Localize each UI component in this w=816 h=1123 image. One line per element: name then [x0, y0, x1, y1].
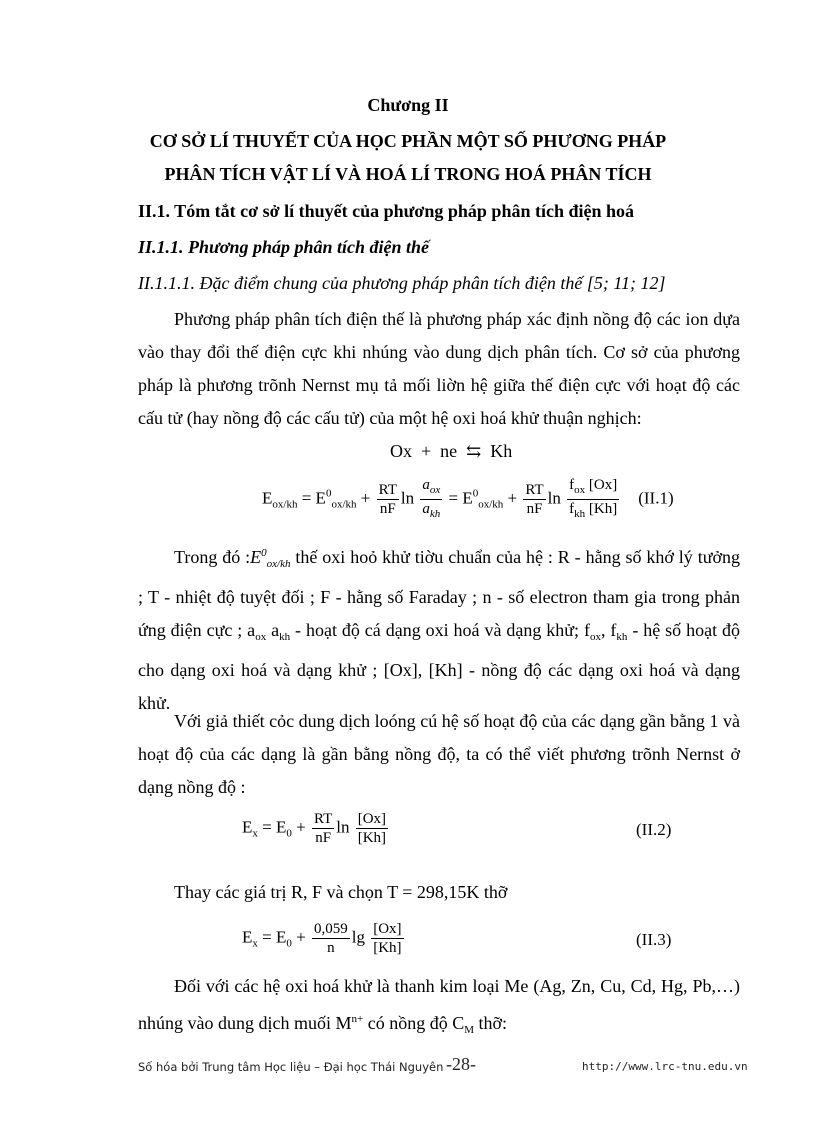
equilibrium-arrow-icon: ⇆ — [466, 441, 482, 461]
paragraph-metal-electrode: Đối với các hệ oxi hoá khử là thanh kim loại Me (Ag, Zn, Cu, Cd, Hg, Pb,…) nhúng vào dung dịch muối $M^{n+}$ có nồng độ $C_M$ thỡ: — [138, 976, 740, 1036]
inline-standard-potential: $E^0_{ox/kh}$ — [250, 547, 291, 570]
chapter-title-line-2: PHÂN TÍCH VẬT LÍ VÀ HOÁ LÍ TRONG HOÁ PHÂN TÍCH — [164, 164, 652, 184]
section-heading-ii-1: II.1. Tóm tắt cơ sở lí thuyết của phương pháp phân tích điện hoá — [138, 201, 634, 221]
paragraph-symbols: Trong đó $:E^0_{ox/kh}$ thế oxi hoỏ khử tiờu chuẩn của hệ : R - hằng số khớ lý tưởng ; T - nhiệt độ tuyệt đối ; F - hằng số Faraday ; n - số electron tham gia trong phản ứng điện cực ; $a_{ox}$ $a_{kh}$ - hoạt độ cá dạng oxi hoá và dạng khử; $f_{ox}$, $f_{kh}$ - hệ số hoạt độ cho dạng oxi hoá và dạng khử ; [Ox], [Kh] - nồng độ các dạng oxi hoá và dạng khử. — [138, 547, 740, 713]
fraction-rt-nf: $\frac{RT}{nF}$ — [378, 482, 397, 517]
reaction-ox: Ox — [390, 441, 412, 461]
section-heading-ii-1-1: II.1.1. Phương pháp phân tích điện thế — [138, 237, 430, 257]
equation-label-ii-2: (II.2) — [636, 820, 672, 839]
redox-reaction — [390, 441, 512, 462]
equation-ii-3: $E_x = E_0$ + $\frac{0,059}{n}$ lg $\frac{[Ox]}{[Kh]}$ — [242, 921, 402, 956]
equation-ii-1: $E_{ox/kh} = E^0_{ox/kh}$ + $\frac{RT}{nF}$ ln $\frac{a_{ox}}{a_{kh}}$ = $E^0_{ox/kh}$ + $\frac{RT}{nF}$ ln $\frac{f_{ox} [Ox]}{f_{kh} [Kh]}$ (II.1) — [262, 476, 674, 523]
reaction-kh: Kh — [490, 441, 513, 461]
fraction-concentration: $\frac{f_{ox} [Ox]}{f_{kh} [Kh]}$ — [569, 477, 618, 520]
chapter-label: Chương II — [367, 95, 449, 115]
section-heading-ii-1-1-1: II.1.1.1. Đặc điểm chung của phương pháp phân tích điện thế [5; 11; 12] — [138, 273, 666, 293]
reaction-plus: + — [421, 441, 432, 461]
reaction-ne: ne — [440, 441, 458, 461]
paragraph-substitution: Thay các giá trị R, F và chọn T = 298,15K thỡ — [174, 882, 508, 902]
paragraph-intro: Phương pháp phân tích điện thế là phương pháp xác định nồng độ các ion dựa vào thay đổi thế điện cực khi nhúng vào dung dịch phân tích. Cơ sở của phương pháp là phương trõnh Nernst mụ tả mối liờn hệ giữa thế điện cực với hoạt độ các cấu tử (hay nồng độ các cấu tử) của một hệ oxi hoá khử thuận nghịch: — [138, 309, 740, 428]
fraction-rt-nf-2: $\frac{RT}{nF}$ — [525, 482, 544, 517]
footer-source: Số hóa bởi Trung tâm Học liệu – Đại học Thái Nguyên — [138, 1060, 444, 1074]
equation-label-ii-1: (II.1) — [638, 488, 674, 508]
page-number: -28- — [446, 1054, 476, 1074]
chapter-title-line-1: CƠ SỞ LÍ THUYẾT CỦA HỌC PHẦN MỘT SỐ PHƯƠNG PHÁP — [149, 131, 667, 151]
equation-ii-2: $E_x = E_0$ + $\frac{RT}{nF}$ ln $\frac{[Ox]}{[Kh]}$ — [242, 811, 387, 846]
paragraph-concentration-form: Với giả thiết cỏc dung dịch loóng cú hệ số hoạt độ của các dạng gần bằng 1 và hoạt độ của các dạng là gần bằng nồng độ, ta có thể viết phương trõnh Nernst ở dạng nồng độ : — [138, 711, 740, 797]
equation-label-ii-3: (II.3) — [636, 930, 672, 949]
fraction-activity: $\frac{a_{ox}}{a_{kh}}$ — [422, 477, 441, 520]
footer-url-link[interactable]: http://www.lrc-tnu.edu.vn — [582, 1060, 748, 1073]
